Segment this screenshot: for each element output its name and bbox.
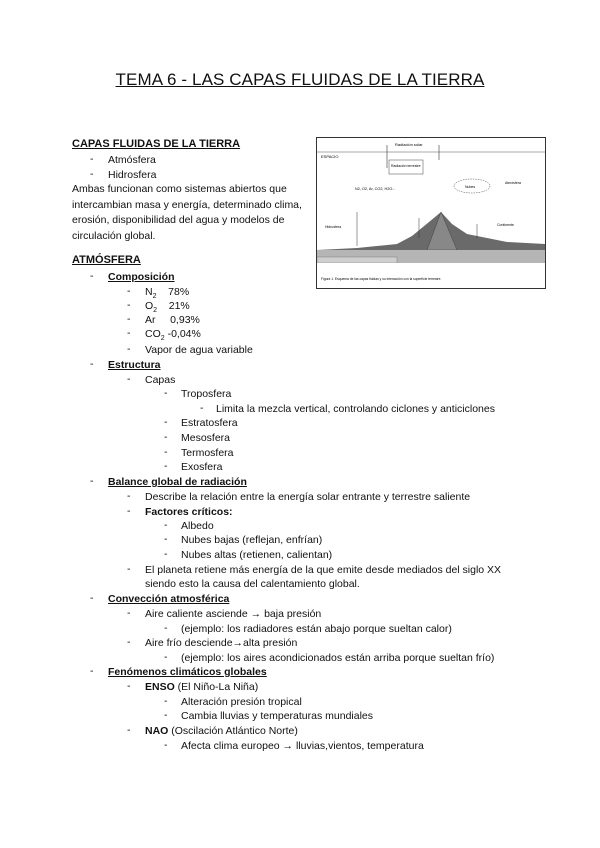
bullet-dash: - xyxy=(164,533,168,545)
section-heading-atmosfera: ATMÓSFERA xyxy=(72,254,141,266)
caption-band xyxy=(317,263,545,272)
list-item: Capas xyxy=(145,374,176,386)
list-item: Exosfera xyxy=(181,461,223,473)
list-item: Atmósfera xyxy=(108,154,156,166)
bullet-dash: - xyxy=(90,475,94,487)
subheading-composicion: Composición xyxy=(108,271,175,283)
list-item: Hidrosfera xyxy=(108,169,157,181)
list-item-continuation: siendo esto la causa del calentamiento global. xyxy=(145,578,360,590)
list-item: Mesosfera xyxy=(181,432,231,444)
nao-label: NAO xyxy=(145,725,169,737)
bullet-dash: - xyxy=(127,607,131,619)
list-item: El planeta retiene más energía de la que emite desde mediados del siglo XX xyxy=(145,564,502,576)
diagram-figure xyxy=(316,137,546,289)
bullet-dash: - xyxy=(127,313,131,325)
gas-value: 0,93% xyxy=(170,314,200,326)
gas-subscript: 2 xyxy=(152,293,157,301)
figure-label-hidro: Hidrosfera xyxy=(325,225,342,229)
list-item: Alteración presión tropical xyxy=(181,696,302,708)
enso-label: ENSO xyxy=(145,681,175,693)
list-item-nao xyxy=(145,724,298,738)
gas-subscript: 2 xyxy=(160,335,165,343)
bullet-dash: - xyxy=(127,343,131,355)
bullet-dash: - xyxy=(164,446,168,458)
bullet-dash: - xyxy=(164,651,168,663)
bullet-dash: - xyxy=(90,665,94,677)
section-heading-capas-fluidas: CAPAS FLUIDAS DE LA TIERRA xyxy=(72,138,241,150)
bullet-dash: - xyxy=(164,416,168,428)
figure-label-nubes: Nubes xyxy=(465,185,476,189)
gas-value: -0,04% xyxy=(167,328,201,340)
list-item: Aire frío desciende→alta presión xyxy=(145,637,298,649)
enso-rest: (El Niño-La Niña) xyxy=(174,681,259,693)
figure-label-gases: N2, O2, Ar, CO2, H2O... xyxy=(355,187,396,191)
list-item: Estratosfera xyxy=(181,417,238,429)
list-item: Nubes altas (retienen, calientan) xyxy=(181,549,333,561)
bullet-dash: - xyxy=(127,724,131,736)
list-item: Nubes bajas (reflejan, enfrían) xyxy=(181,534,323,546)
bullet-dash: - xyxy=(164,519,168,531)
list-item: Limita la mezcla vertical, controlando ciclones y anticiclones xyxy=(216,403,495,415)
list-item: Vapor de agua variable xyxy=(145,344,253,356)
gas-name: Ar xyxy=(145,314,156,326)
bullet-dash: - xyxy=(127,299,131,311)
list-item: Cambia lluvias y temperaturas mundiales xyxy=(181,710,373,722)
intro-paragraph: Ambas funcionan como sistemas abiertos que intercambian masa y energía, determinado clima, erosión, disponibilidad del agua y modelos de circulación global. xyxy=(72,183,302,242)
bullet-dash: - xyxy=(164,695,168,707)
bullet-dash: - xyxy=(90,592,94,604)
figure-label-espacio: ESPACIO xyxy=(321,154,339,159)
bullet-dash: - xyxy=(164,431,168,443)
page-title: TEMA 6 - LAS CAPAS FLUIDAS DE LA TIERRA xyxy=(115,70,485,89)
nao-rest: (Oscilación Atlántico Norte) xyxy=(168,725,298,737)
bullet-dash: - xyxy=(127,636,131,648)
bullet-dash: - xyxy=(127,490,131,502)
figure-label-top: Radiación solar xyxy=(395,142,423,147)
composition-row xyxy=(145,313,200,327)
figure-caption: Figura 1. Esquema de las capas fluidas y su interacción con la superficie terrestre. xyxy=(321,277,442,281)
list-item: Aire caliente asciende → baja presión xyxy=(145,608,322,620)
list-item-enso xyxy=(145,680,258,694)
gas-name: O xyxy=(145,300,154,312)
bullet-dash: - xyxy=(200,402,204,414)
bullet-dash: - xyxy=(164,709,168,721)
gas-value: 21% xyxy=(168,300,190,312)
figure-label-atm: Atmósfera xyxy=(505,181,521,185)
earth-fluid-layers-diagram xyxy=(317,138,545,288)
bullet-dash: - xyxy=(127,563,131,575)
bullet-dash: - xyxy=(90,168,94,180)
bullet-dash: - xyxy=(164,460,168,472)
list-item: Troposfera xyxy=(181,388,232,400)
bullet-dash: - xyxy=(164,387,168,399)
subheading-factores: Factores críticos: xyxy=(145,506,233,518)
bullet-dash: - xyxy=(164,622,168,634)
bullet-dash: - xyxy=(127,285,131,297)
bullet-dash: - xyxy=(127,327,131,339)
ocean-band xyxy=(317,257,397,263)
bullet-dash: - xyxy=(127,373,131,385)
list-item: (ejemplo: los aires acondicionados están arriba porque sueltan frío) xyxy=(181,652,495,664)
bullet-dash: - xyxy=(127,505,131,517)
gas-subscript: 2 xyxy=(153,307,158,315)
bullet-dash: - xyxy=(164,548,168,560)
list-item: (ejemplo: los radiadores están abajo porque sueltan calor) xyxy=(181,623,452,635)
bullet-dash: - xyxy=(90,358,94,370)
figure-label-rad: Radiación terrestre xyxy=(391,164,421,168)
gas-name: N xyxy=(145,286,153,298)
subheading-estructura: Estructura xyxy=(108,359,161,371)
bullet-dash: - xyxy=(90,153,94,165)
bullet-dash: - xyxy=(164,739,168,751)
subheading-balance: Balance global de radiación xyxy=(108,476,247,488)
bullet-dash: - xyxy=(90,270,94,282)
subheading-conveccion: Convección atmosférica xyxy=(108,593,230,605)
bullet-dash: - xyxy=(127,680,131,692)
gas-value: 78% xyxy=(168,286,190,298)
list-item: Afecta clima europeo → lluvias,vientos, temperatura xyxy=(181,740,424,752)
list-item: Albedo xyxy=(181,520,214,532)
subheading-fenomenos: Fenómenos climáticos globales xyxy=(108,666,267,678)
gas-name: CO xyxy=(145,328,161,340)
list-item: Termosfera xyxy=(181,447,234,459)
list-item: Describe la relación entre la energía solar entrante y terrestre saliente xyxy=(145,491,471,503)
figure-label-continente: Continente xyxy=(497,223,514,227)
